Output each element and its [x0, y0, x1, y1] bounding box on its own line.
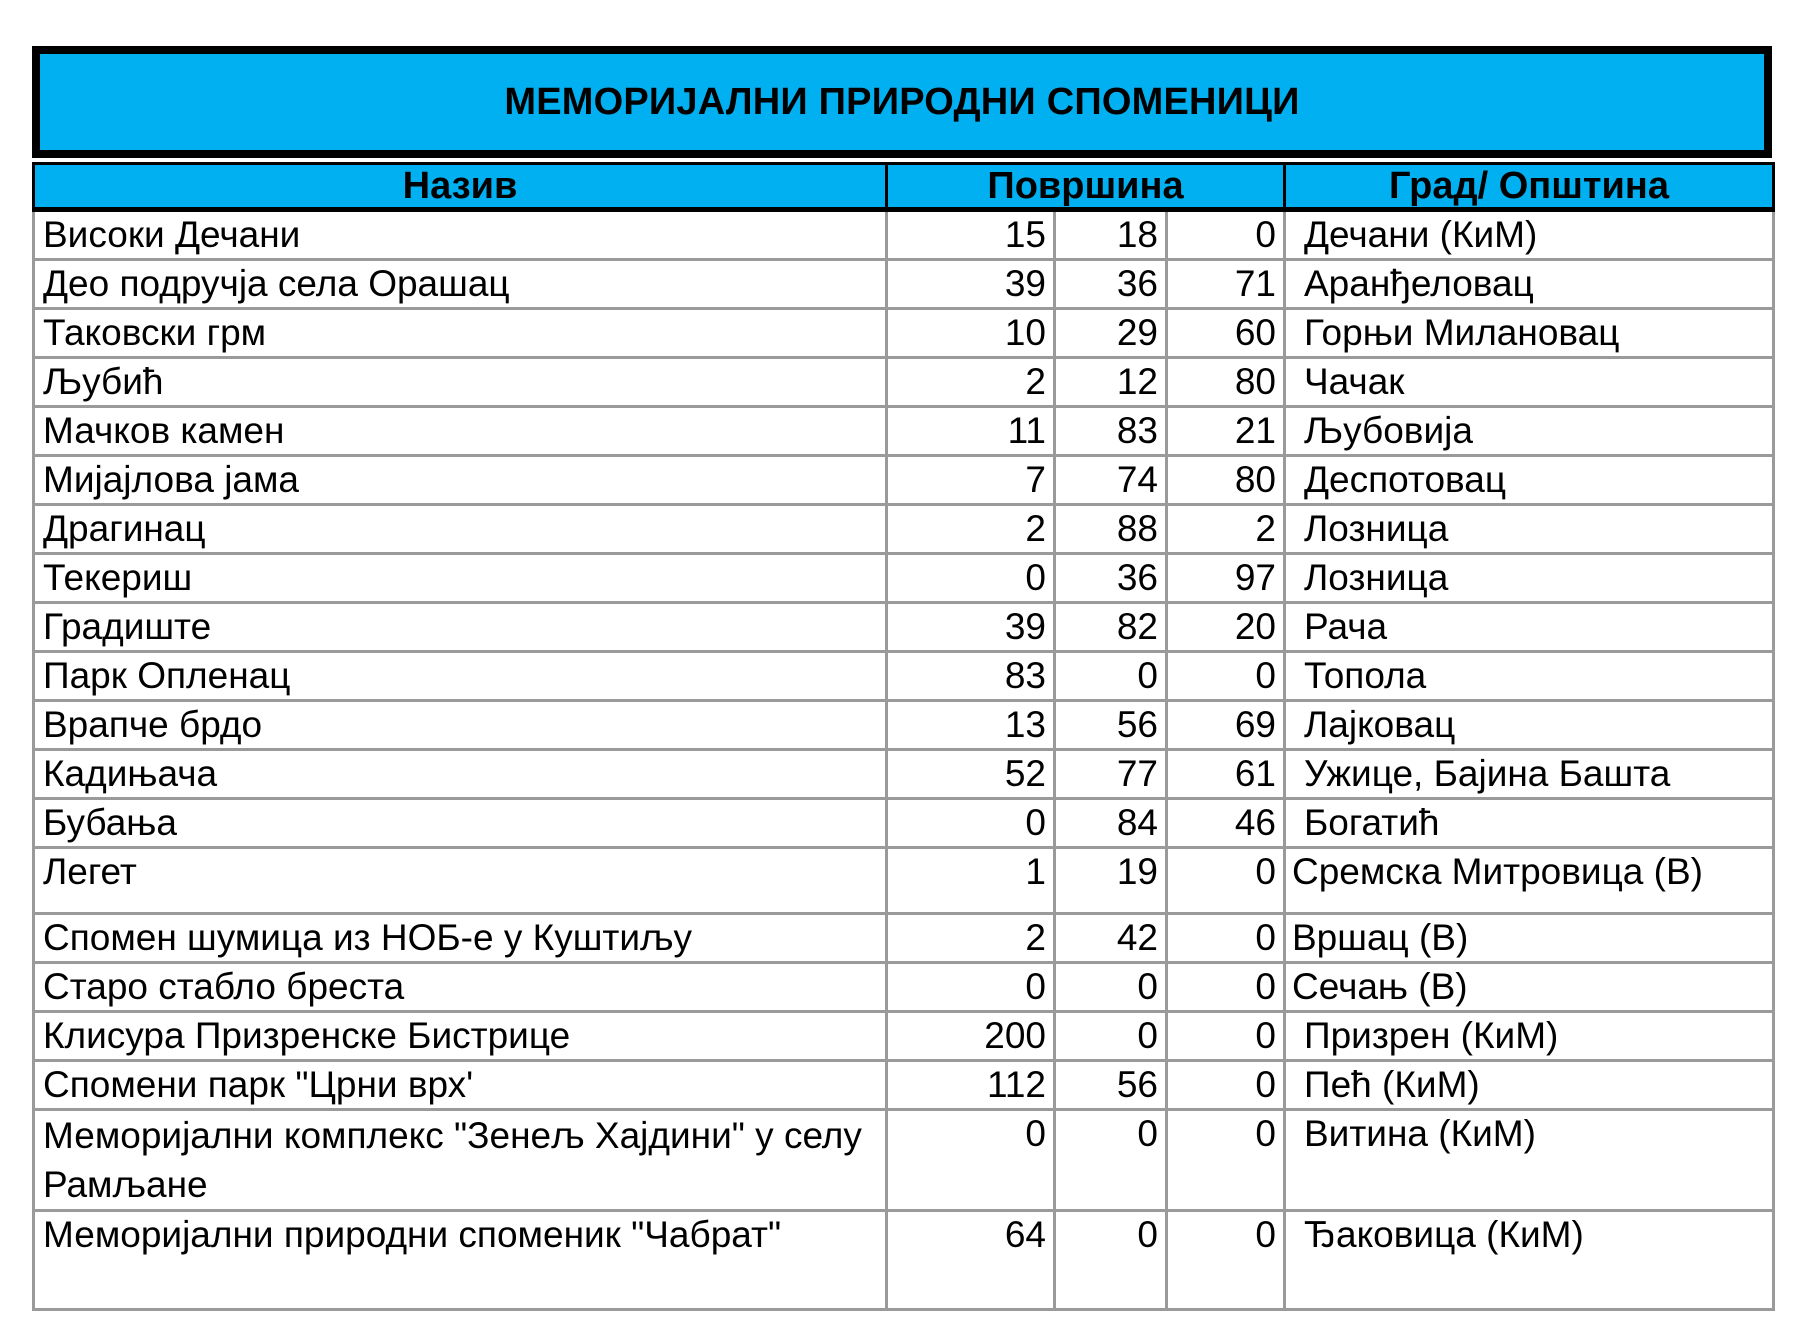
cell-area-3: 0 [1167, 914, 1285, 963]
cell-area-1: 83 [887, 652, 1055, 701]
cell-name: Љубић [34, 358, 887, 407]
cell-area-2: 77 [1055, 750, 1167, 799]
cell-area-2: 83 [1055, 407, 1167, 456]
cell-area-2: 12 [1055, 358, 1167, 407]
table-row [34, 456, 1774, 505]
table-title-text: МЕМОРИЈАЛНИ ПРИРОДНИ СПОМЕНИЦИ [504, 80, 1300, 123]
cell-area-3: 0 [1167, 1110, 1285, 1211]
cell-city: Љубовија [1285, 407, 1774, 456]
cell-area-3: 69 [1167, 701, 1285, 750]
cell-area-1: 0 [887, 1110, 1055, 1211]
monuments-table [32, 162, 1775, 1311]
table-row [34, 652, 1774, 701]
cell-area-1: 15 [887, 210, 1055, 260]
cell-name: Спомен шумица из НОБ-е у Куштиљу [34, 914, 887, 963]
cell-area-1: 2 [887, 914, 1055, 963]
cell-name: Легет [34, 848, 887, 914]
cell-area-3: 21 [1167, 407, 1285, 456]
cell-name: Бубања [34, 799, 887, 848]
cell-city: Лозница [1285, 554, 1774, 603]
cell-name: Кадињача [34, 750, 887, 799]
cell-area-2: 84 [1055, 799, 1167, 848]
table-row [34, 1012, 1774, 1061]
cell-area-3: 60 [1167, 309, 1285, 358]
cell-name: Мачков камен [34, 407, 887, 456]
header-city: Град/ Општина [1285, 164, 1774, 210]
cell-area-2: 0 [1055, 1012, 1167, 1061]
cell-area-2: 36 [1055, 260, 1167, 309]
cell-city: Топола [1285, 652, 1774, 701]
cell-area-3: 80 [1167, 358, 1285, 407]
cell-area-3: 0 [1167, 1012, 1285, 1061]
cell-name: Старо стабло бреста [34, 963, 887, 1012]
cell-city: Лозница [1285, 505, 1774, 554]
table-title [32, 46, 1772, 158]
cell-area-2: 19 [1055, 848, 1167, 914]
cell-name: Таковски грм [34, 309, 887, 358]
cell-area-1: 112 [887, 1061, 1055, 1110]
cell-area-3: 97 [1167, 554, 1285, 603]
cell-area-1: 39 [887, 603, 1055, 652]
cell-area-1: 1 [887, 848, 1055, 914]
cell-name: Меморијални природни споменик "Чабрат" [34, 1211, 887, 1310]
cell-name: Високи Дечани [34, 210, 887, 260]
cell-city: Рача [1285, 603, 1774, 652]
cell-area-1: 39 [887, 260, 1055, 309]
cell-name: Меморијални комплекс "Зенељ Хајдини" у селу Рамљане [34, 1110, 887, 1211]
table-row [34, 1211, 1774, 1310]
table-row [34, 1061, 1774, 1110]
cell-city: Призрен (КиМ) [1285, 1012, 1774, 1061]
cell-area-2: 18 [1055, 210, 1167, 260]
cell-city: Ужице, Бајина Башта [1285, 750, 1774, 799]
cell-area-2: 29 [1055, 309, 1167, 358]
cell-city: Чачак [1285, 358, 1774, 407]
cell-city: Горњи Милановац [1285, 309, 1774, 358]
cell-area-3: 0 [1167, 1061, 1285, 1110]
table-row [34, 407, 1774, 456]
table-body [34, 210, 1774, 1310]
cell-area-1: 0 [887, 799, 1055, 848]
cell-area-2: 0 [1055, 1110, 1167, 1211]
table-row [34, 210, 1774, 260]
header-row [34, 164, 1774, 210]
cell-area-1: 10 [887, 309, 1055, 358]
cell-name: Спомени парк "Црни врх' [34, 1061, 887, 1110]
cell-area-1: 11 [887, 407, 1055, 456]
cell-area-1: 2 [887, 505, 1055, 554]
table-row [34, 799, 1774, 848]
table-row [34, 963, 1774, 1012]
table-row [34, 505, 1774, 554]
table-row [34, 603, 1774, 652]
cell-area-2: 42 [1055, 914, 1167, 963]
cell-area-1: 0 [887, 554, 1055, 603]
spreadsheet [32, 46, 1772, 1311]
table-row [34, 914, 1774, 963]
cell-city: Вршац (В) [1285, 914, 1774, 963]
table-row [34, 1110, 1774, 1211]
table-row [34, 701, 1774, 750]
cell-name: Мијајлова јама [34, 456, 887, 505]
header-name: Назив [34, 164, 887, 210]
cell-area-2: 56 [1055, 701, 1167, 750]
cell-name: Врапче брдо [34, 701, 887, 750]
cell-area-2: 74 [1055, 456, 1167, 505]
table-row [34, 358, 1774, 407]
cell-area-2: 0 [1055, 652, 1167, 701]
cell-area-2: 0 [1055, 963, 1167, 1012]
cell-name: Део подручја села Орашац [34, 260, 887, 309]
cell-city: Деспотовац [1285, 456, 1774, 505]
cell-area-3: 20 [1167, 603, 1285, 652]
cell-city: Лајковац [1285, 701, 1774, 750]
cell-area-3: 0 [1167, 652, 1285, 701]
cell-area-3: 0 [1167, 848, 1285, 914]
table-row [34, 260, 1774, 309]
cell-name: Градиште [34, 603, 887, 652]
cell-city: Богатић [1285, 799, 1774, 848]
cell-area-1: 64 [887, 1211, 1055, 1310]
cell-area-1: 52 [887, 750, 1055, 799]
cell-area-3: 46 [1167, 799, 1285, 848]
cell-area-3: 2 [1167, 505, 1285, 554]
table-row [34, 750, 1774, 799]
table-row [34, 554, 1774, 603]
cell-city: Аранђеловац [1285, 260, 1774, 309]
cell-area-2: 56 [1055, 1061, 1167, 1110]
cell-city: Дечани (КиМ) [1285, 210, 1774, 260]
table-row [34, 848, 1774, 914]
cell-name: Клисура Призренске Бистрице [34, 1012, 887, 1061]
cell-area-2: 0 [1055, 1211, 1167, 1310]
cell-city: Сремска Митровица (В) [1285, 848, 1774, 914]
cell-area-2: 36 [1055, 554, 1167, 603]
cell-area-1: 200 [887, 1012, 1055, 1061]
cell-area-1: 0 [887, 963, 1055, 1012]
cell-city: Сечањ (В) [1285, 963, 1774, 1012]
cell-area-1: 7 [887, 456, 1055, 505]
cell-area-2: 88 [1055, 505, 1167, 554]
cell-area-3: 0 [1167, 210, 1285, 260]
cell-name: Драгинац [34, 505, 887, 554]
cell-area-3: 80 [1167, 456, 1285, 505]
cell-city: Ђаковица (КиМ) [1285, 1211, 1774, 1310]
table-row [34, 309, 1774, 358]
cell-name: Текериш [34, 554, 887, 603]
cell-area-3: 0 [1167, 1211, 1285, 1310]
cell-name: Парк Опленац [34, 652, 887, 701]
cell-city: Витина (КиМ) [1285, 1110, 1774, 1211]
cell-area-3: 0 [1167, 963, 1285, 1012]
header-area: Површина [887, 164, 1285, 210]
cell-area-3: 71 [1167, 260, 1285, 309]
cell-area-2: 82 [1055, 603, 1167, 652]
cell-area-3: 61 [1167, 750, 1285, 799]
cell-city: Пећ (КиМ) [1285, 1061, 1774, 1110]
cell-area-1: 13 [887, 701, 1055, 750]
cell-area-1: 2 [887, 358, 1055, 407]
